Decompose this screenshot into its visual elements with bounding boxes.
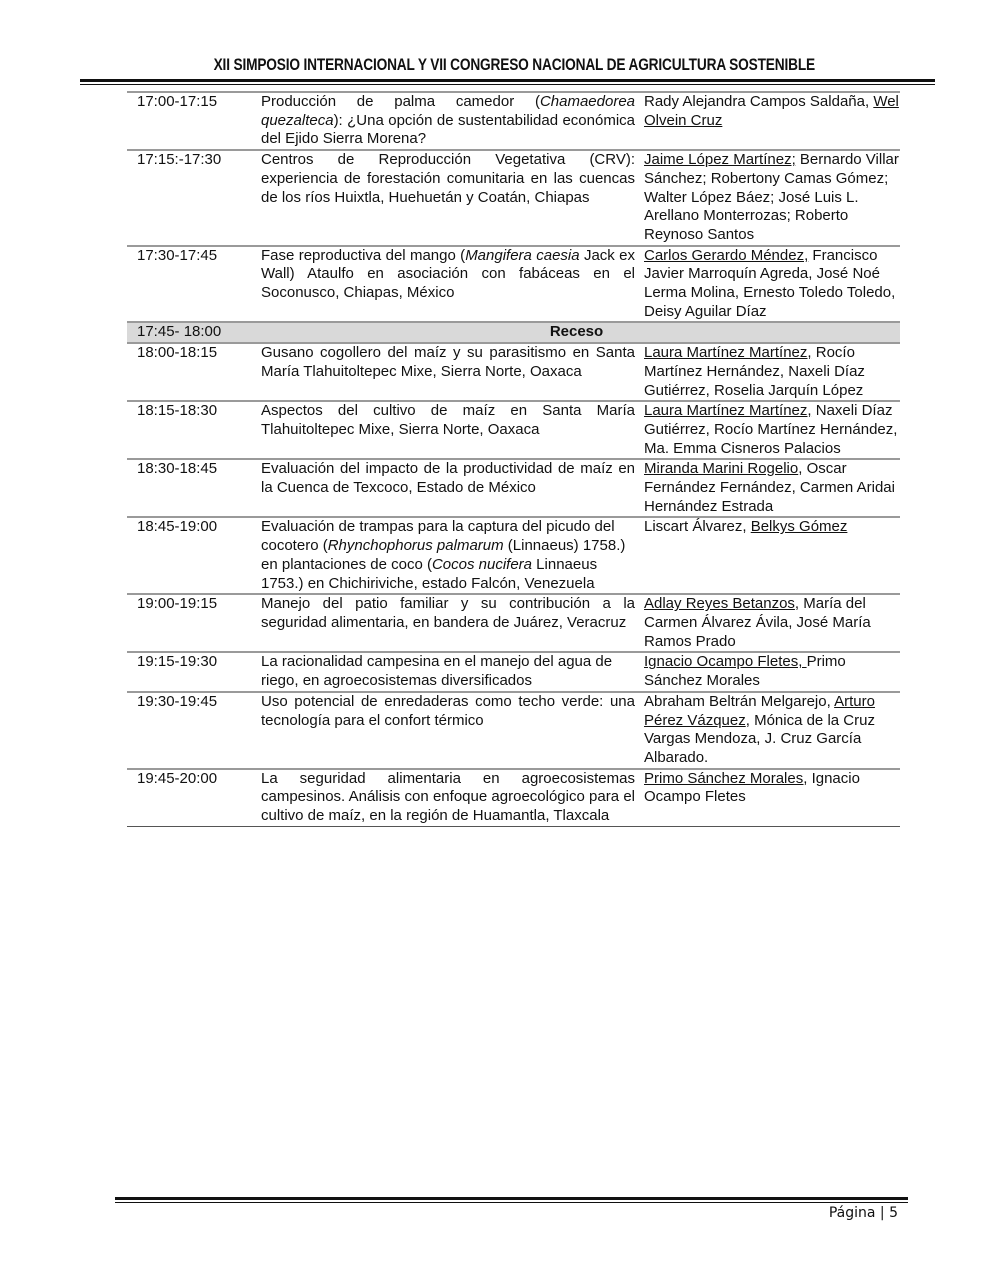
table-row <box>127 594 900 652</box>
authors-cell <box>643 401 900 459</box>
table-row <box>127 517 900 594</box>
author-segment: , María del Carmen Álvarez Ávila, José María Ramos Prado <box>644 595 871 650</box>
table-row <box>127 401 900 459</box>
author-segment: Rady Alejandra Campos Saldaña, <box>644 93 874 110</box>
time-cell: 18:15-18:30 <box>127 401 253 459</box>
title-segment: (Linnaeus) 1758.) en plantaciones de coco ( <box>261 537 626 573</box>
title-segment: Aspectos del cultivo de maíz en Santa María Tlahuitoltepec Mixe, Sierra Norte, Oaxaca <box>261 402 635 438</box>
header-rule <box>80 79 935 82</box>
table-row <box>127 692 900 769</box>
authors-cell <box>643 459 900 517</box>
authors-cell <box>643 343 900 401</box>
program-table <box>127 91 900 827</box>
author-segment: Primo Sánchez Morales <box>644 653 846 690</box>
authors-cell <box>643 769 900 827</box>
authors-cell <box>643 92 900 150</box>
time-cell: 17:30-17:45 <box>127 246 253 323</box>
table-row <box>127 343 900 401</box>
presenting-author: Adlay Reyes Betanzos <box>644 595 795 613</box>
page-header <box>0 56 990 75</box>
author-segment: Ignacio Ocampo Fletes <box>644 769 860 806</box>
title-segment: Producción de palma camedor ( <box>261 93 540 110</box>
recess-label: Receso <box>253 322 900 343</box>
title-segment: Evaluación del impacto de la productividad de maíz en la Cuenca de Texcoco, Estado de México <box>261 460 635 497</box>
authors-cell <box>643 246 900 323</box>
authors-cell <box>643 517 900 594</box>
title-segment: Centros de Reproducción Vegetativa (CRV): experiencia de forestación comunitaria en las cuencas de los ríos Huixtla, Huehuetán y Coatán, Chiapas <box>261 151 635 206</box>
title-segment: Rhynchophorus palmarum <box>327 537 504 555</box>
table-row <box>127 652 900 691</box>
title-cell <box>253 92 643 150</box>
title-segment: La racionalidad campesina en el manejo del agua de riego, en agroecosistemas diversificados <box>261 653 613 690</box>
time-cell: 19:00-19:15 <box>127 594 253 652</box>
authors-cell <box>643 692 900 769</box>
time-cell: 19:30-19:45 <box>127 692 253 769</box>
time-cell: 18:30-18:45 <box>127 459 253 517</box>
presenting-author: Arturo Pérez Vázquez <box>644 692 875 729</box>
title-segment: Jack ex Wall) Ataulfo en asociación con fabáceas en el Soconusco, Chiapas, México <box>261 246 635 302</box>
time-cell: 18:45-19:00 <box>127 517 253 594</box>
footer-rule <box>115 1197 908 1200</box>
presenting-author: Laura Martínez Martínez, <box>644 344 812 362</box>
authors-cell <box>643 150 900 246</box>
title-cell <box>253 769 643 827</box>
title-cell <box>253 517 643 594</box>
presenting-author: Wel Olvein Cruz <box>644 93 899 129</box>
table-row <box>127 246 900 323</box>
title-segment: Cocos nucifera <box>431 555 533 573</box>
title-segment: Evaluación de trampas para la captura del picudo del cocotero ( <box>261 518 615 555</box>
table-row <box>127 769 900 827</box>
time-cell: 17:00-17:15 <box>127 92 253 150</box>
footer-rule-thin <box>115 1202 908 1203</box>
presenting-author: Carlos Gerardo Méndez, <box>644 246 809 264</box>
title-segment: Gusano cogollero del maíz y su parasitismo en Santa María Tlahuitoltepec Mixe, Sierra Norte, Oaxaca <box>261 344 635 380</box>
title-segment: ): ¿Una opción de sustentabilidad económica del Ejido Sierra Morena? <box>261 111 635 148</box>
title-segment: Fase reproductiva del mango ( <box>261 246 466 264</box>
author-segment: Rocío Martínez Hernández, Naxeli Díaz Gutiérrez, Roselia Jarquín López <box>644 344 865 399</box>
title-cell <box>253 401 643 459</box>
table-row <box>127 92 900 150</box>
table-row <box>127 150 900 246</box>
title-segment: Mangifera caesia <box>465 246 580 264</box>
title-cell <box>253 246 643 323</box>
presenting-author: Belkys Gómez <box>750 518 848 536</box>
author-segment: Bernardo Villar Sánchez; Robertony Camas Gómez; Walter López Báez; José Luis L. Arellano Monterrozas; Roberto Reynoso Santos <box>644 151 899 243</box>
presenting-author: Ignacio Ocampo Fletes, <box>644 653 807 671</box>
author-segment: , Oscar Fernández Fernández, Carmen Aridai Hernández Estrada <box>644 460 895 515</box>
presenting-author: Jaime López Martínez; <box>644 151 796 169</box>
title-segment: Linnaeus 1753.) en Chichiriviche, estado Falcón, Venezuela <box>261 555 598 592</box>
table-row <box>127 459 900 517</box>
time-cell: 19:45-20:00 <box>127 769 253 827</box>
title-cell <box>253 343 643 401</box>
title-segment: Chamaedorea quezalteca <box>261 93 635 129</box>
author-segment: Abraham Beltrán Melgarejo, <box>644 692 835 710</box>
title-cell <box>253 150 643 246</box>
title-cell <box>253 459 643 517</box>
title-cell <box>253 652 643 691</box>
time-cell: 17:45- 18:00 <box>127 322 253 343</box>
presenting-author: Primo Sánchez Morales, <box>644 769 808 787</box>
presenting-author: Laura Martínez Martínez, <box>644 402 812 420</box>
page-number: Página | 5 <box>828 1205 898 1221</box>
title-cell <box>253 692 643 769</box>
author-segment: , Mónica de la Cruz Vargas Mendoza, J. Cruz García Albarado. <box>644 711 875 766</box>
header-title: XII SIMPOSIO INTERNACIONAL Y VII CONGRESO NACIONAL DE AGRICULTURA SOSTENIBLE <box>213 56 815 74</box>
time-cell: 18:00-18:15 <box>127 343 253 401</box>
time-cell: 19:15-19:30 <box>127 652 253 691</box>
author-segment: Naxeli Díaz Gutiérrez, Rocío Martínez Hernández, Ma. Emma Cisneros Palacios <box>644 402 898 457</box>
header-rule-thin <box>80 84 935 85</box>
time-cell: 17:15:-17:30 <box>127 150 253 246</box>
authors-cell <box>643 594 900 652</box>
authors-cell <box>643 652 900 691</box>
recess-row <box>127 322 900 343</box>
title-segment: Manejo del patio familiar y su contribución a la seguridad alimentaria, en bandera de Juárez, Veracruz <box>261 595 635 631</box>
presenting-author: Miranda Marini Rogelio <box>644 460 799 478</box>
title-segment: La seguridad alimentaria en agroecosistemas campesinos. Análisis con enfoque agroecológico para el cultivo de maíz, en la región de Huamantla, Tlaxcala <box>261 769 635 825</box>
title-cell <box>253 594 643 652</box>
author-segment: Francisco Javier Marroquín Agreda, José Noé Lerma Molina, Ernesto Toledo Toledo, Deisy Aguilar Díaz <box>644 246 896 320</box>
title-segment: Uso potencial de enredaderas como techo verde: una tecnología para el confort térmico <box>261 692 635 729</box>
author-segment: Liscart Álvarez, <box>644 518 751 536</box>
